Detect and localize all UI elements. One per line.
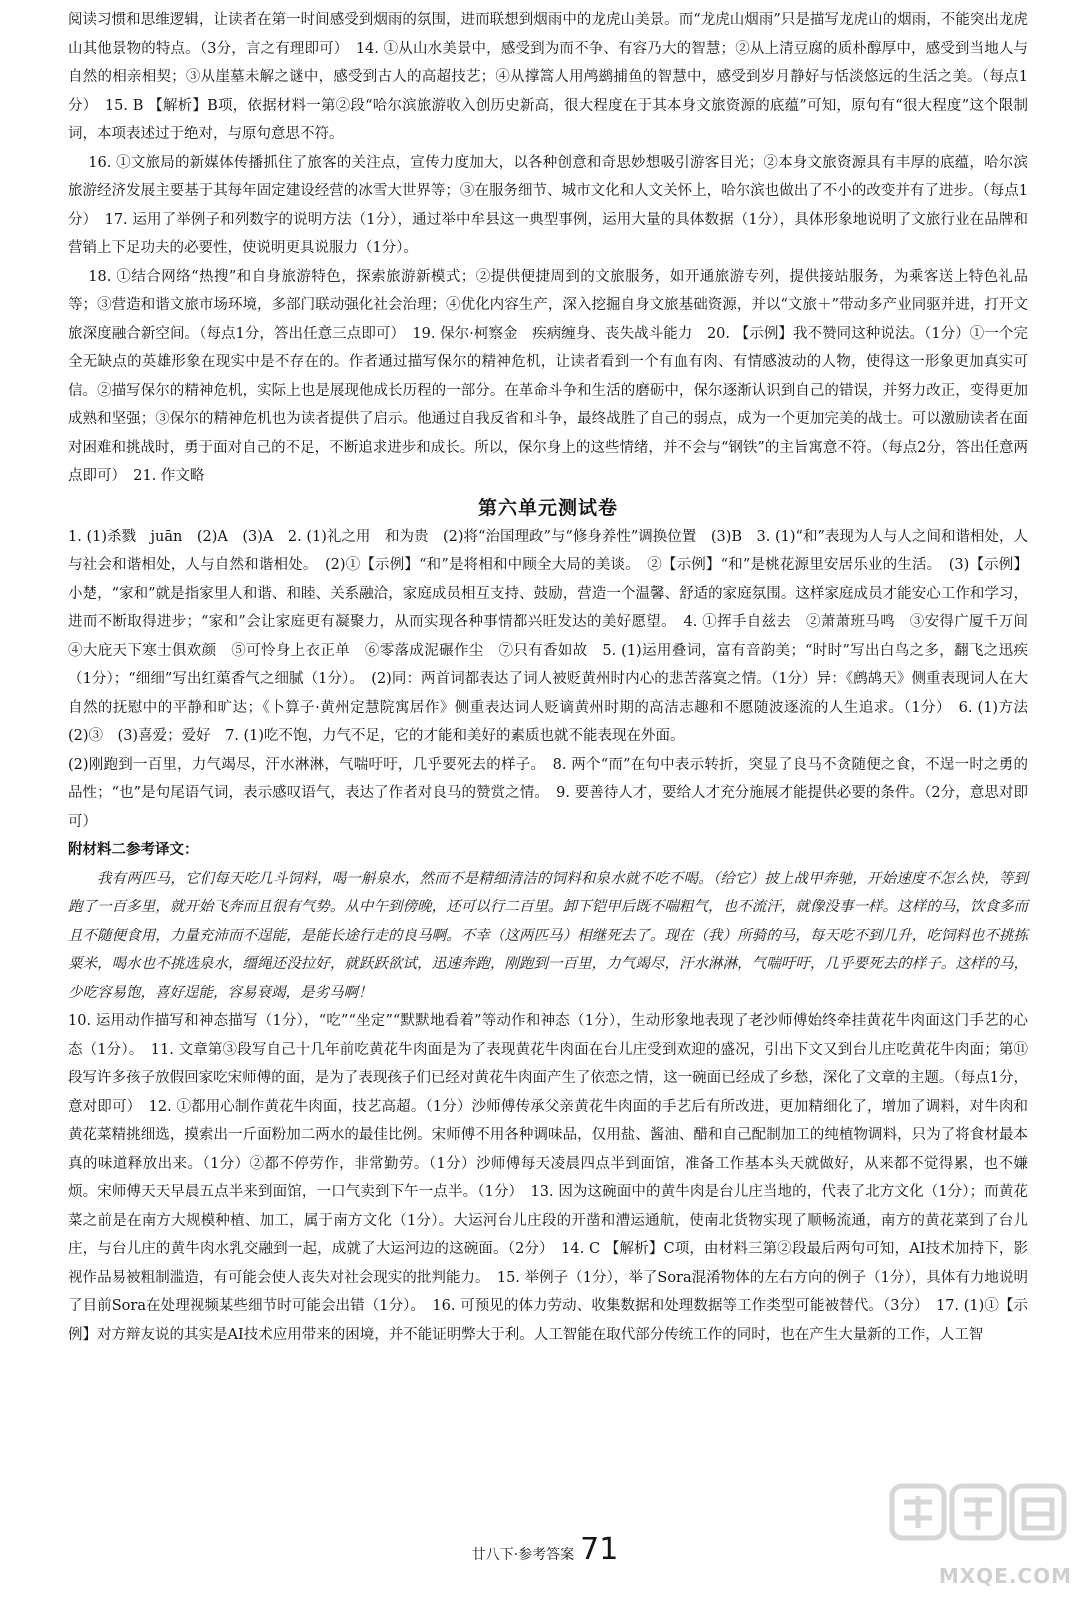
translation-body: 我有两匹马，它们每天吃几斗饲料，喝一斛泉水，然而不是精细清洁的饲料和泉水就不吃不喝。（给它）披上战甲奔驰，开始速度不怎么快，等到跑了一百多里，就开始飞奔而且很有气势。从中午到傍晚，还可以行二百里。卸下铠甲后既不喘粗气，也不流汗，就像没事一样。这样的马，饮食多而且不随便食用，力量充沛而不逞能，是能长途行走的良马啊。不幸（这两匹马）相继死去了。现在（我）所骑的马，每天吃不到几升，吃饲料也不挑拣粟米，喝水也不挑选泉水，缰绳还没拉好，就跃跃欲试，迅速奔跑，刚跑到一百里，力气竭尽，汗水淋淋，气喘吁吁，几乎要死去的样子。这样的马，少吃容易饱，喜好逞能，容易衰竭，是劣马啊！ [68, 870, 1028, 1001]
answer-paragraph-3: 18. ①结合网络“热搜”和自身旅游特色，探索旅游新模式；②提供便捷周到的文旅服务，如开通旅游专列，提供接站服务，为乘客送上特色礼品等；③营造和谐文旅市场环境，多部门联动强化社会治理；④优化内容生产，深入挖掘自身文旅基础资源，并以“文旅＋”带动多产业同驱并进，打开文旅深度融合新空间。（每点1分，答出任意三点即可） 19. 保尔·柯察金 疾病缠身、丧失战斗能力 20. 【示例】我不赞同这种说法。（1分）①一个完全无缺点的英雄形象在现实中是不存在的。作者通过描写保尔的精神危机，让读者看到一个有血有肉、有情感波动的人物，使得这一形象更加真实可信。②描写保尔的精神危机，实际上也是展现他成长历程的一部分。在革命斗争和生活的磨砺中，保尔逐渐认识到自己的错误，并努力改正，变得更加成熟和坚强；③保尔的精神危机也为读者提供了启示。他通过自我反省和斗争，最终战胜了自己的弱点，成为一个更加完美的战士。可以激励读者在面对困难和挑战时，勇于面对自己的不足，不断追求进步和成长。所以，保尔身上的这些情绪，并不会与“钢铁”的主旨寓意不符。（每点2分，答出任意两点即可） 21. 作文略 [68, 268, 1028, 484]
answer-paragraph-6: 10. 运用动作描写和神态描写（1分），“吃”“坐定”“默默地看着”等动作和神态（1分），生动形象地表现了老沙师傅始终牵挂黄花牛肉面这门手艺的心态（1分）。 11. 文章第③段写自己十几年前吃黄花牛肉面是为了表现黄花牛肉面在台儿庄受到欢迎的盛况，引出下文又到台儿庄吃黄花牛肉面；第⑪段写许多孩子放假回家吃宋师傅的面，是为了表现孩子们已经对黄花牛肉面产生了依恋之情，这一碗面已经成了乡愁，深化了文章的主题。（每点1分，意对即可） 12. ①都用心制作黄花牛肉面，技艺高超。（1分）沙师傅传承父亲黄花牛肉面的手艺后有所改进，更加精细化了，增加了调料，对牛肉和黄花菜精挑细选，摸索出一斤面粉加二两水的最佳比例。宋师傅不用各种调味品，仅用盐、酱油、醋和自己配制加工的纯植物调料，只为了将食材最本真的味道释放出来。（1分）②都不停劳作，非常勤劳。（1分）沙师傅每天凌晨四点半到面馆，准备工作基本头天就做好，从来都不觉得累，也不嫌烦。宋师傅天天早晨五点半来到面馆，一口气卖到下午一点半。（1分） 13. 因为这碗面中的黄牛肉是台儿庄当地的，代表了北方文化（1分）；而黄花菜之前是在南方大规模种植、加工，属于南方文化（1分）。大运河台儿庄段的开凿和漕运通航，使南北货物实现了顺畅流通，南方的黄花菜到了台儿庄，与台儿庄的黄牛肉水乳交融到一起，成就了大运河边的这碗面。（2分） 14. C 【解析】C项，由材料三第②段最后两句可知，AI技术加持下，影视作品易被粗制滥造，有可能会使人丧失对社会现实的批判能力。 15. 举例子（1分），举了Sora混淆物体的左右方向的例子（1分），具体有力地说明了目前Sora在处理视频某些细节时可能会出错（1分）。 16. 可预见的体力劳动、收集数据和处理数据等工作类型可能被替代。（3分） 17. (1)①【示例】对方辩友说的其实是AI技术应用带来的困境，并不能证明弊大于利。人工智能在取代部分传统工作的同时，也在产生大量新的工作，人工智 [68, 1013, 1028, 1343]
answer-paragraph-5: (2)刚跑到一百里，力气竭尽，汗水淋淋，气喘吁吁，几乎要死去的样子。 8. 两个“而”在句中表示转折，突显了良马不贪随便之食，不逞一时之勇的品性；“也”是句尾语气词，表示感叹语气，表达了作者对良马的赞赏之情。 9. 要善待人才，要给人才充分施展才能提供必要的条件。（2分，意思对即可） [68, 756, 1028, 830]
section-title: 第六单元测试卷 [477, 496, 618, 519]
answer-paragraph-2: 16. ①文旅局的新媒体传播抓住了旅客的关注点，宣传力度加大，以各种创意和奇思妙想吸引游客目光；②本身文旅资源具有丰厚的底蕴，哈尔滨旅游经济发展主要基于其每年固定建设经营的冰雪大世界等；③在服务细节、城市文化和人文关怀上，哈尔滨也做出了不小的改变并有了进步。（每点1分） 17. 运用了举例子和列数字的说明方法（1分），通过举中牟县这一典型事例，运用大量的具体数据（1分），具体形象地说明了文旅行业在品牌和营销上下足功夫的必要性，使说明更具说服力（1分）。 [68, 154, 1028, 256]
page-footer [0, 1532, 1090, 1567]
answer-paragraph-4: 1. (1)杀戮 juān (2)A (3)A 2. (1)礼之用 和为贵 (2)将“治国理政”与“修身养性”调换位置 (3)B 3. (1)“和”表现为人与人之间和谐相处，人与社会和谐相处，人与自然和谐相处。 (2)①【示例】“和”是将相和中顾全大局的美谈。 ②【示例】“和”是桃花源里安居乐业的生活。 (3)【示例】小楚，“家和”就是指家里人和谐、和睦、关系融洽，家庭成员相互支持、鼓励，营造一个温馨、舒适的家庭氛围。这样家庭成员才能安心工作和学习，进而不断取得进步；“家和”会让家庭更有凝聚力，从而实现各种事情都兴旺发达的美好愿望。 4. ①挥手自兹去 ②萧萧班马鸣 ③安得广厦千万间 ④大庇天下寒士俱欢颜 ⑤可怜身上衣正单 ⑥零落成泥碾作尘 ⑦只有香如故 5. (1)运用叠词，富有音韵美；“时时”写出白鸟之多，翻飞之迅疾（1分）；“细细”写出红蕖香气之细腻（1分）。 (2)同：两首词都表达了词人被贬黄州时内心的悲苦落寞之情。（1分）异：《鹧鸪天》侧重表现词人在大自然的抚慰中的平静和旷达；《卜算子·黄州定慧院寓居作》侧重表达词人贬谪黄州时期的高洁志趣和不愿随波逐流的人生追求。（1分） 6. (1)方法 (2)③ (3)喜爱；爱好 7. (1)吃不饱，力气不足，它的才能和美好的素质也就不能表现在外面。 [68, 528, 1043, 744]
page-number: 71 [580, 1532, 619, 1567]
translation-title: 附材料二参考译文： [68, 841, 199, 858]
watermark-url: MXQE.COM [938, 1564, 1072, 1588]
answer-paragraph-1: 阅读习惯和思维逻辑，让读者在第一时间感受到烟雨的氛围，进而联想到烟雨中的龙虎山美景。而“龙虎山烟雨”只是描写龙虎山的烟雨，不能突出龙虎山其他景物的特点。（3分，言之有理即可） 14. ①从山水美景中，感受到为而不争、有容乃大的智慧；②从上清豆腐的质朴醇厚中，感受到当地人与自然的相亲相契；③从崖墓未解之谜中，感受到古人的高超技艺；④从撑篙人用鸬鹚捕鱼的智慧中，感受到岁月静好与恬淡悠远的生活之美。（每点1分） 15. B 【解析】B项，依据材料一第②段“哈尔滨旅游收入创历史新高，很大程度在于其本身文旅资源的底蕴”可知，原句有“很大程度”这个限制词，本项表述过于绝对，与原句意思不符。 [68, 12, 1028, 142]
answer-key-page [68, 6, 1043, 1349]
footer-label: 廿八下·参考答案 [471, 1547, 575, 1563]
